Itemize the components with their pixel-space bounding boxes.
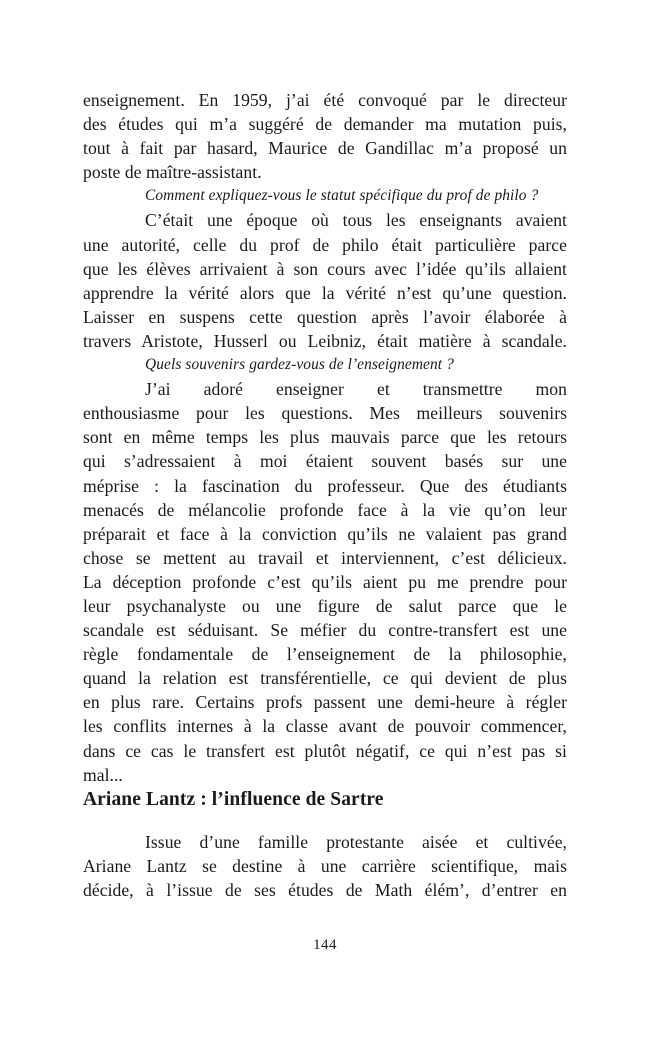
text-line: mal... <box>83 764 123 785</box>
text-line: décide, à l’issue de ses études de Math élém’, d’entrer en <box>83 880 567 901</box>
text-line: menacés de mélancolie profonde face à la vie qu’on leur <box>83 499 567 520</box>
text-line: préparait et face à la conviction qu’ils ne valaient pas grand <box>83 523 567 544</box>
text-line: les conflits internes à la classe avant de pouvoir commencer, <box>83 716 567 737</box>
text-line: leur psychanalyste ou une figure de salut parce que le <box>83 595 567 616</box>
interview-question: Quels souvenirs gardez-vous de l’enseignement ? <box>145 356 454 374</box>
text-line: enthousiasme pour les questions. Mes meilleurs souvenirs <box>83 403 567 424</box>
section-intro-text <box>83 830 567 902</box>
section-heading: Ariane Lantz : l’influence de Sartre <box>83 789 384 810</box>
text-line: en plus rare. Certains profs passent une demi-heure à régler <box>83 692 567 713</box>
text-line: chose se mettent au travail et interviennent, c’est délicieux. <box>83 547 567 568</box>
text-line: tout à fait par hasard, Maurice de Gandillac m’a proposé un <box>83 138 567 159</box>
text-line: poste de maître-assistant. <box>83 162 262 183</box>
text-line: méprise : la fascination du professeur. Que des étudiants <box>83 475 567 496</box>
text-line: qui s’adressaient à moi étaient souvent basés sur une <box>83 451 567 472</box>
text-line: enseignement. En 1959, j’ai été convoqué par le directeur <box>83 90 567 110</box>
text-line: J’ai adoré enseigner et transmettre mon <box>145 379 567 400</box>
text-line: sont en même temps les plus mauvais parce que les retours <box>83 427 567 448</box>
interview-question: Comment expliquez-vous le statut spécifique du prof de philo ? <box>145 187 539 205</box>
text-line: que les élèves arrivaient à son cours avec l’idée qu’ils allaient <box>83 258 567 279</box>
text-line: Issue d’une famille protestante aisée et cultivée, <box>145 832 567 852</box>
text-line: Laisser en suspens cette question après l’avoir élaborée à <box>83 306 567 327</box>
text-line: Ariane Lantz se destine à une carrière scientifique, mais <box>83 856 567 877</box>
text-line: travers Aristote, Husserl ou Leibniz, était matière à scandale. <box>83 330 567 351</box>
text-line: La déception profonde c’est qu’ils aient pu me prendre pour <box>83 571 567 592</box>
text-line: quand la relation est transférentielle, ce qui devient de plus <box>83 668 567 689</box>
text-line: une autorité, celle du prof de philo était particulière parce <box>83 234 567 255</box>
text-line: apprendre la vérité alors que la vérité n’est qu’une question. <box>83 282 567 303</box>
page-number: 144 <box>313 937 337 953</box>
text-line: dans ce cas le transfert est plutôt négatif, ce qui n’est pas si <box>83 740 567 761</box>
text-line: C’était une époque où tous les enseignants avaient <box>145 210 567 231</box>
interview-text-block <box>83 88 567 787</box>
text-line: des études qui m’a suggéré de demander ma mutation puis, <box>83 114 567 135</box>
text-line: règle fondamentale de l’enseignement de la philosophie, <box>83 644 567 665</box>
text-line: scandale est séduisant. Se méfier du contre-transfert est une <box>83 620 567 641</box>
